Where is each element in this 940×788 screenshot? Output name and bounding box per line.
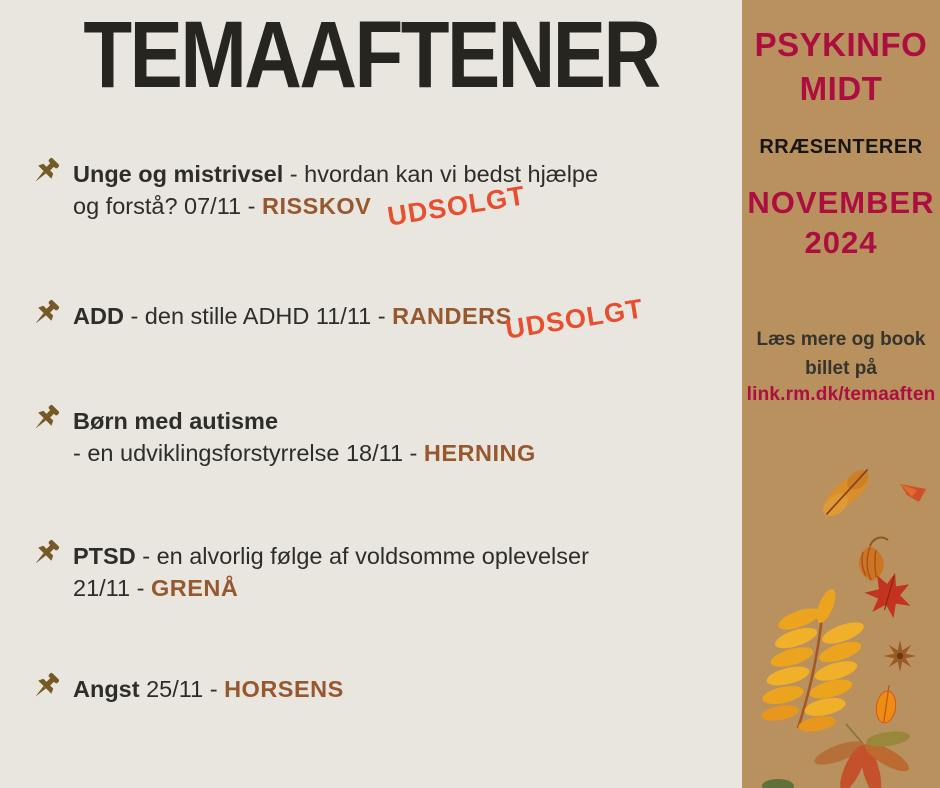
booking-link-url: link.rm.dk/temaaften — [746, 384, 936, 405]
venue-label: GRENÅ — [150, 575, 239, 601]
physalis-icon — [859, 538, 888, 581]
pushpin-icon — [28, 155, 62, 189]
booking-info-text: Læs mere og book billet på — [756, 329, 926, 379]
event-text: ADD - den stille ADHD 11/11 - RANDERS — [73, 303, 512, 329]
pushpin-icon — [28, 670, 62, 704]
small-leaf-icon — [874, 684, 898, 724]
month-label: NOVEMBER 2024 — [747, 185, 935, 261]
venue-label: HERNING — [423, 440, 536, 466]
pushpin-icon — [28, 297, 62, 331]
creeper-leaf-icon — [812, 724, 913, 788]
event-text: Unge og mistrivsel - hvordan kan vi bedst hjælpe og forstå? 07/11 - RISSKOV — [73, 161, 599, 219]
soldout-stamp: UDSOLGT — [385, 180, 528, 232]
event-text: Børn med autisme - en udviklingsforstyrrelse 18/11 - HERNING — [73, 408, 536, 466]
venue-label: HORSENS — [224, 676, 344, 702]
soldout-stamp: UDSOLGT — [503, 293, 646, 345]
event-item — [28, 158, 728, 232]
torn-leaf-icon — [900, 484, 926, 502]
venue-label: RANDERS — [392, 303, 512, 329]
poster-title: TEMAAFTENER — [83, 2, 659, 108]
brand-title: PSYKINFO MIDT — [754, 26, 928, 107]
sidebar — [742, 0, 940, 788]
rowan-leaf-icon — [760, 587, 866, 735]
event-item — [28, 405, 728, 469]
event-text: Angst 25/11 - HORSENS — [73, 676, 344, 702]
event-text: PTSD - en alvorlig følge af voldsomme oplevelser 21/11 - GRENÅ — [73, 543, 589, 601]
pushpin-icon — [28, 402, 62, 436]
leaf-edge-icon — [762, 779, 794, 788]
event-item — [28, 673, 728, 705]
event-item — [28, 540, 728, 604]
event-item — [28, 293, 728, 345]
oak-leaf-icon — [816, 465, 878, 521]
venue-label: RISSKOV — [262, 193, 372, 219]
pushpin-icon — [28, 537, 62, 571]
presents-label: RRÆSENTERER — [759, 136, 923, 158]
autumn-leaves-decoration — [742, 448, 940, 788]
star-anise-icon — [884, 640, 916, 672]
